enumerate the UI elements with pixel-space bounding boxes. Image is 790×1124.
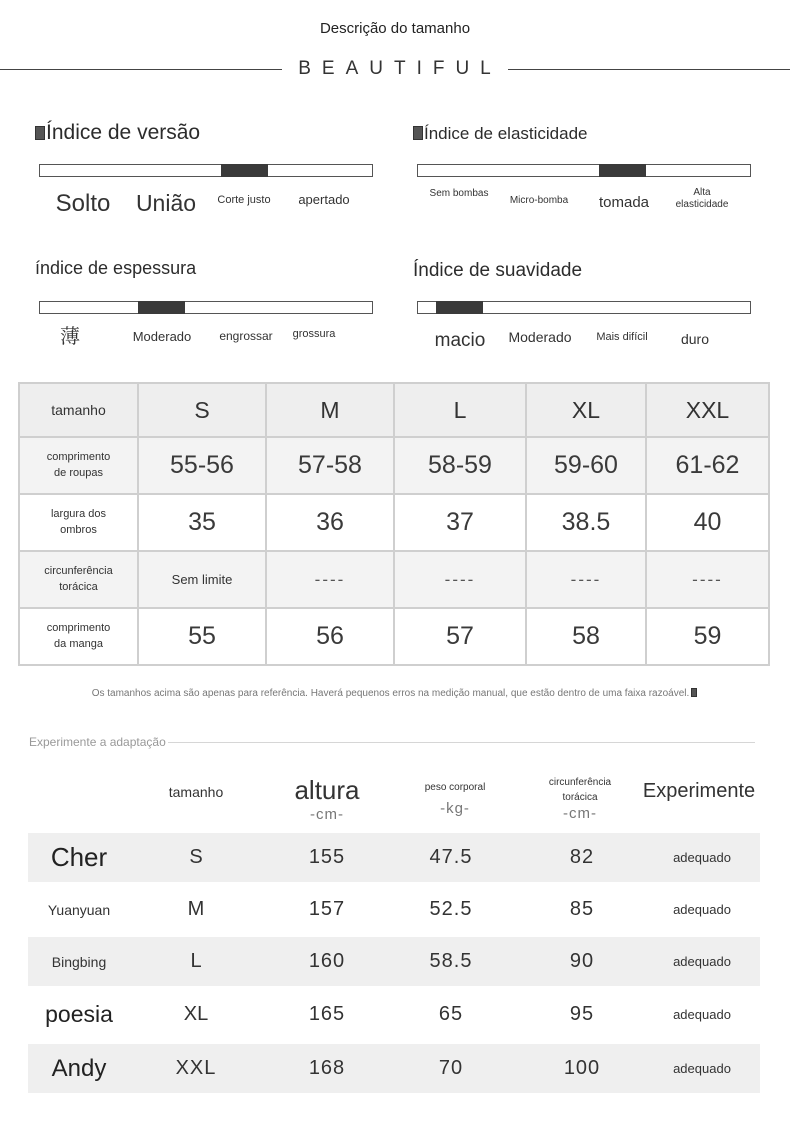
table-cell: 59 <box>646 608 769 665</box>
elasticity-option-4: Alta elasticidade <box>675 187 729 210</box>
measurement-note: Os tamanhos acima são apenas para referência. Haverá pequenos erros na medição manual, que estão dentro de uma faixa razoável. <box>0 688 790 699</box>
table-cell: ---- <box>526 551 646 608</box>
size-table-header <box>19 383 769 437</box>
fit-section-title: Experimente a adaptação <box>29 735 166 749</box>
fit-header-result: Experimente <box>642 780 756 802</box>
table-row <box>19 494 769 551</box>
fit-row <box>28 1044 760 1093</box>
elasticity-option-1: Sem bombas <box>429 188 489 199</box>
size-header-s: S <box>138 383 266 437</box>
thickness-option-3: engrossar <box>219 329 273 343</box>
version-option-4: apertado <box>298 192 350 207</box>
fit-chest: 95 <box>569 1003 595 1025</box>
page-title: Descrição do tamanho <box>319 20 471 37</box>
table-cell: 38.5 <box>526 494 646 551</box>
table-cell: ---- <box>394 551 526 608</box>
softness-option-1: macio <box>434 330 486 351</box>
version-option-2: União <box>135 190 197 216</box>
table-row <box>19 608 769 665</box>
table-cell: 36 <box>266 494 394 551</box>
placeholder-glyph-icon <box>691 688 697 697</box>
fit-chest: 85 <box>569 898 595 920</box>
fit-header-size: tamanho <box>168 784 224 800</box>
version-option-1: Solto <box>55 190 111 217</box>
row-label: largura dos ombros <box>19 494 138 551</box>
table-cell: 56 <box>266 608 394 665</box>
fit-weight: 70 <box>438 1057 464 1079</box>
fit-section-divider <box>168 742 755 743</box>
fit-model-name: Bingbing <box>51 953 107 970</box>
fit-model-name: Andy <box>51 1054 107 1082</box>
fit-size: M <box>187 898 205 920</box>
thickness-option-1: 薄 <box>60 324 80 348</box>
table-cell: 37 <box>394 494 526 551</box>
fit-chest: 82 <box>569 846 595 868</box>
fit-height: 155 <box>308 846 346 868</box>
version-option-3: Corte justo <box>217 194 271 206</box>
size-header-m: M <box>266 383 394 437</box>
thickness-index-title: índice de espessura <box>35 258 197 278</box>
fit-model-name: Yuanyuan <box>47 901 111 918</box>
row-label: comprimento de roupas <box>19 437 138 494</box>
elasticity-option-3: tomada <box>598 194 650 211</box>
softness-index-marker <box>436 301 483 314</box>
fit-weight: 47.5 <box>429 846 473 868</box>
table-cell: ---- <box>266 551 394 608</box>
fit-result: adequado <box>673 954 731 969</box>
fit-size: XL <box>183 1003 209 1025</box>
fit-chest: 90 <box>569 950 595 972</box>
fit-result: adequado <box>673 902 731 917</box>
table-row <box>19 437 769 494</box>
fit-result: adequado <box>673 850 731 865</box>
fit-size: L <box>190 950 202 972</box>
fit-chest: 100 <box>563 1057 601 1079</box>
fit-size: S <box>189 846 203 868</box>
fit-height: 157 <box>308 898 346 920</box>
row-label: circunferência torácica <box>19 551 138 608</box>
table-cell: 57-58 <box>266 437 394 494</box>
elasticity-option-2: Micro-bomba <box>509 195 569 206</box>
fit-header-height: altura -cm- <box>294 775 360 823</box>
version-index-marker <box>221 164 268 177</box>
thickness-option-2: Moderado <box>132 329 192 344</box>
fit-model-name: Cher <box>50 842 108 872</box>
thickness-option-4: grossura <box>292 328 336 340</box>
fit-header-chest: circunferência torácica -cm- <box>548 777 612 822</box>
size-header-label: tamanho <box>19 383 138 437</box>
fit-model-name: poesia <box>45 1001 113 1027</box>
fit-size: XXL <box>175 1057 217 1079</box>
softness-option-4: duro <box>680 331 710 347</box>
table-cell: 57 <box>394 608 526 665</box>
thickness-index-bar <box>39 301 373 314</box>
fit-height: 165 <box>308 1003 346 1025</box>
table-cell: 35 <box>138 494 266 551</box>
fit-row <box>28 833 760 882</box>
table-cell: Sem limite <box>138 551 266 608</box>
fit-result: adequado <box>673 1061 731 1076</box>
elasticity-index-bar <box>417 164 751 177</box>
table-cell: 58 <box>526 608 646 665</box>
elasticity-index-title: Índice de elasticidade <box>413 124 588 144</box>
fit-row <box>28 937 760 986</box>
fit-header-weight: peso corporal -kg- <box>424 782 486 817</box>
fit-result: adequado <box>673 1007 731 1022</box>
placeholder-glyph-icon <box>35 126 45 140</box>
softness-option-3: Mais difícil <box>596 331 648 343</box>
fit-row <box>28 990 760 1039</box>
table-cell: 55-56 <box>138 437 266 494</box>
size-header-xxl: XXL <box>646 383 769 437</box>
fit-row <box>28 885 760 934</box>
table-cell: 55 <box>138 608 266 665</box>
size-header-xl: XL <box>526 383 646 437</box>
fit-weight: 65 <box>438 1003 464 1025</box>
softness-option-2: Moderado <box>508 329 572 345</box>
table-cell: 58-59 <box>394 437 526 494</box>
softness-index-title: Índice de suavidade <box>413 260 583 281</box>
table-cell: 59-60 <box>526 437 646 494</box>
softness-index-bar <box>417 301 751 314</box>
fit-height: 168 <box>308 1057 346 1079</box>
size-table <box>18 382 770 666</box>
version-index-title: Índice de versão <box>35 121 200 145</box>
size-header-l: L <box>394 383 526 437</box>
placeholder-glyph-icon <box>413 126 423 140</box>
row-label: comprimento da manga <box>19 608 138 665</box>
thickness-index-marker <box>138 301 185 314</box>
table-cell: 61-62 <box>646 437 769 494</box>
table-cell: 40 <box>646 494 769 551</box>
brand-wordmark: BEAUTIFUL <box>0 58 790 80</box>
elasticity-index-marker <box>599 164 646 177</box>
fit-weight: 52.5 <box>429 898 473 920</box>
version-index-bar <box>39 164 373 177</box>
table-row <box>19 551 769 608</box>
fit-weight: 58.5 <box>429 950 473 972</box>
table-cell: ---- <box>646 551 769 608</box>
fit-height: 160 <box>308 950 346 972</box>
